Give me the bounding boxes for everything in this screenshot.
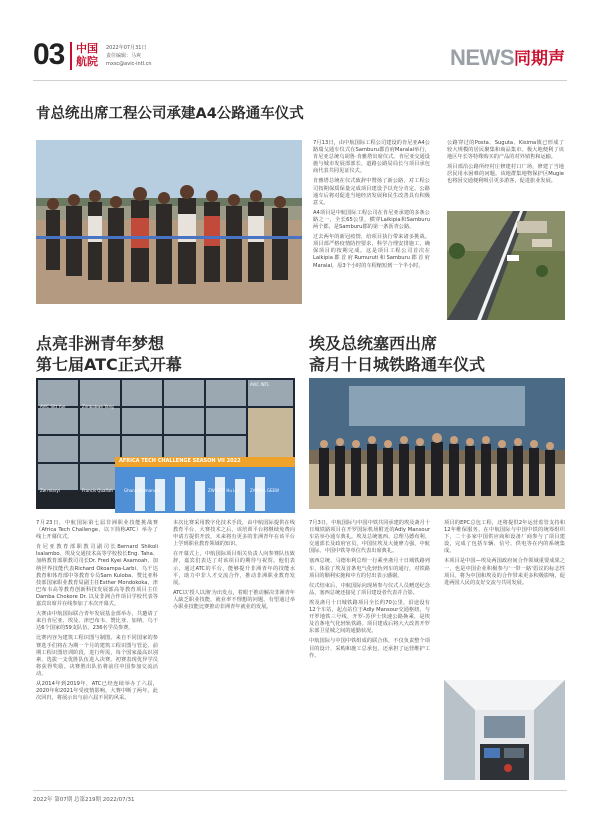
screen-label: ZWSOFT Hu Lei	[208, 488, 239, 493]
article2-paragraph: 在开幕式上，中航国际项目相关负责人向参赛队伍致辞，嘉宾们表达了对该项目的期待与祝贺。他们表示，通过ATC的平台，能够提升非洲青年的技能水平，助力中非人才交流合作，推动非洲职业教育发展。	[173, 551, 295, 586]
news-label: NEWS	[450, 45, 514, 70]
article2-headline	[36, 333, 182, 375]
footer-rule	[33, 790, 567, 791]
header-rule	[33, 80, 567, 81]
railway-ceremony-photo	[309, 378, 565, 509]
atc-banner-text: AFRICA TECH CHALLENGE SEASON VII 2022	[119, 458, 241, 464]
header-date: 2022年07月31日	[106, 45, 147, 51]
header-email: mxsc@avic-intl.cn	[106, 61, 152, 67]
logo-line-1: 中国	[76, 42, 98, 55]
screen-label: ZAMBIA GEEW	[250, 488, 279, 493]
ribbon-cutting-photo	[36, 140, 302, 304]
page-number: 03	[33, 38, 65, 71]
section-label: 同期声	[514, 49, 565, 69]
article3-paragraph: 项目的EPC总包工程，还将提供2年运营监管支持和12年维保服务。在中航国际与中国中铁的统筹组织下，二十多家中国供应商和设备厂商参与了项目建设，完成了包括车辆、信号、供电等在内的系统集成。	[444, 520, 565, 555]
screen-label: AVIC INTL	[250, 382, 270, 387]
article3-paragraph: 仪式结束后，中航国际向现场参与仪式人员赠送纪念品，塞西总统还接见了项目建设者代表并合影。	[309, 582, 430, 596]
article3-paragraph: 本项目是中国—埃及两国政府间合作领域重要成果之一，也是中国企业积极参与'一带一路'倡议的标志性项目。将为中国和埃及的合作带来更多积极影响，促进两国人民的友好交流与共同发展。	[444, 558, 565, 586]
atc-banner-photo	[115, 457, 295, 513]
train-interior-photo	[444, 680, 565, 780]
header-editor: 责任编辑：马爽	[106, 53, 142, 59]
article2-paragraph: ATC以'授人以渔'为出发点，着眼于推动解决非洲青年人缺乏职业技能，就业率不理想的问题，有望通过举办职业技能比赛推动非洲青年就业的发展。	[173, 589, 295, 611]
header-meta	[106, 44, 152, 68]
article2-headline-line-2: 第七届ATC正式开幕	[36, 355, 182, 374]
article3-headline	[309, 333, 485, 375]
article2-paragraph: 比赛内容为建筑工程识图与制图。来自不同国家的参赛选手们将在为期一个月的建筑工程识图与管论、前期工程识图培训阶段，进行所需，每个国家最高识别素，选拔一支优胜队伍进入决赛。初赛表现优异学员将获得奖励。决赛胜出队伍将前往中国参加交流活动。	[36, 635, 158, 677]
article2-headline-line-1: 点亮非洲青年梦想	[36, 334, 165, 353]
article1-headline: 肯总统出席工程公司承建A4公路通车仪式	[36, 106, 304, 122]
article1-paragraph: 7月13日，由中航国际工程公司建设的肯尼亚A4公路瑞戈通车仪式在Samburu郡首府Maralal举行，肯尼亚总统乌胡鲁·肯雅塔出席仪式。肯尼亚交通设施与城市发展部部长、道路公路局局长与项目承包商代表共同见证仪式。	[313, 140, 430, 175]
article3-column-1	[309, 520, 430, 663]
screen-label: Ghana Emmanuel	[124, 488, 160, 493]
footer-issue-info: 2022年 第07期 总第219期 2022/07/31	[33, 797, 135, 803]
screen-label: Zimbabwe Yang	[82, 404, 114, 409]
article3-headline-line-2: 斋月十日城铁路通车仪式	[309, 355, 486, 374]
article3-paragraph: 塞西总统、马德布利总理一行乘坐斋月十日城铁路列车，体验了埃及首条电气化轻轨列车的通行，对铁路项目的顺利实施和中方的付出表示感谢。	[309, 558, 430, 579]
article3-paragraph: 埃及斋月十日城铁路项目全长约70公里，沿途设有12个车站，起点站位于Adly Mansour交通枢纽，与开罗地铁三号线、开罗-苏伊士快速公路换乘，是埃及首条电气化轻轨铁路。项目建成后将大大改善开罗东部卫星城之间的通勤状况。	[309, 599, 430, 635]
article1-paragraph: A4项目是中航国际工程公司在肯尼亚承建的多条公路之一，全长65公里，横穿Laikipia和Samburu两个郡，是Samburu郡的第一条沥青公路。	[313, 209, 430, 231]
article1-column-2	[447, 140, 564, 189]
article2-paragraph: 从2014年到2019年，ATC已经连续举办了六届，2020年和2021年受疫情影响，大赛中断了两年。此次回归，将展示出与前六届不同的风采。	[36, 680, 158, 702]
screen-label: Zw mlaryi	[40, 488, 60, 493]
article3-column-2	[444, 520, 565, 590]
article3-paragraph: 7月3日，中航国际与中国中铁共同承建的埃及斋月十日城铁路项目在开罗国际机场附近的Adly Mansour车站举办通车典礼。埃及总统塞西、总理马德布利、交通部长及政府官员，中国驻埃及大使廖力强，中航国际、中国中铁等单位代表出席典礼。	[309, 520, 430, 555]
highway-aerial-photo	[447, 211, 565, 320]
article1-paragraph: 过去两年的新冠疫情，给项目执行带来诸多挑战。项目部严格疫情防控要求，科学合理安排施工，确保项目的按期完成。这是项目工程公司首次在Laikipia郡首府Rumuruti和Samburu郡首府Maralal，原3个小时的车程缩短到一个半小时。	[313, 234, 430, 269]
screen-label: AVIC Sitt Yue	[40, 404, 66, 409]
publication-logo	[76, 42, 100, 68]
article3-paragraph: 中航国际与中国中铁组成的联合体，不仅负责整个项目的设计、采购和施工总承包，还承担了运营维护工作。	[309, 638, 430, 659]
article1-paragraph: 项目部沿公路所经村庄修建村口广场，修建了当地居民用水困难的问题。该地群集地物保护区Mugie也将因交通便利吸引更多游客，促进旅业发展。	[447, 164, 564, 185]
header-divider	[70, 42, 72, 70]
article2-column-2	[173, 520, 295, 614]
logo-line-2: 航院	[76, 55, 98, 68]
article3-headline-line-1: 埃及总统塞西出席	[309, 334, 438, 353]
article2-paragraph: 本次比赛采用数字化技术手段，由中航国际提供在线教育平台、大赛技术之后，该培训平台将继续免费向申请方提供开放，未来将有更多的非洲青年在该平台上学到职业教育领域的知识。	[173, 520, 295, 548]
article2-paragraph: 大赛由中航国际联合青年发展基金部举办，共邀请了来自肯尼亚、埃及、津巴布韦、赞比亚、加纳、乌干达6个国家的59支队伍、236名学员参赛。	[36, 611, 158, 632]
article1-column-1	[313, 140, 430, 273]
article2-paragraph: 7月23日，中航国际第七届非洲职业技能挑战赛（Africa Tech Challenge，以下简称ATC）举办了线上开幕仪式。	[36, 520, 158, 541]
article1-paragraph: 肯雅塔总统在仪式致辞中赞扬了新公路，对工程公司按期保质保量完成项目建设予以充分肯定。公路通车后将对促进当地经济发展和民生改善具有积极意义。	[313, 178, 430, 206]
article2-column-1	[36, 520, 158, 705]
article1-paragraph: 公路穿过的Posta、Suguta、Kisima镇已形成了较大规模的居民聚集和商品集市。极大地便利了该地区年长等特殊购买的产品的对外销售和运输。	[447, 140, 564, 161]
screen-label: Francis Qualfah	[82, 488, 113, 493]
article2-paragraph: 肯尼亚教育部职教司副司长Bernard Shikoli Isalambo、埃及交通技术高等学校校长Eng. Taha、加纳教育部职教司司长Dr. Fred Kyei Asamoah、加纳世界技能代表Richard Okoampa-Larbi、乌干达教育和体育部中等教育专员Sam Kuloba、赞比亚科技部国家职业教育局副主任Esther Mondokoka、津巴布韦高等教育创新科技发展部高等教育项目主任Damba Chokore Dr. 以及非洲合作项目学校代表等嘉宾出席并在线参加了本次开幕式。	[36, 544, 158, 608]
